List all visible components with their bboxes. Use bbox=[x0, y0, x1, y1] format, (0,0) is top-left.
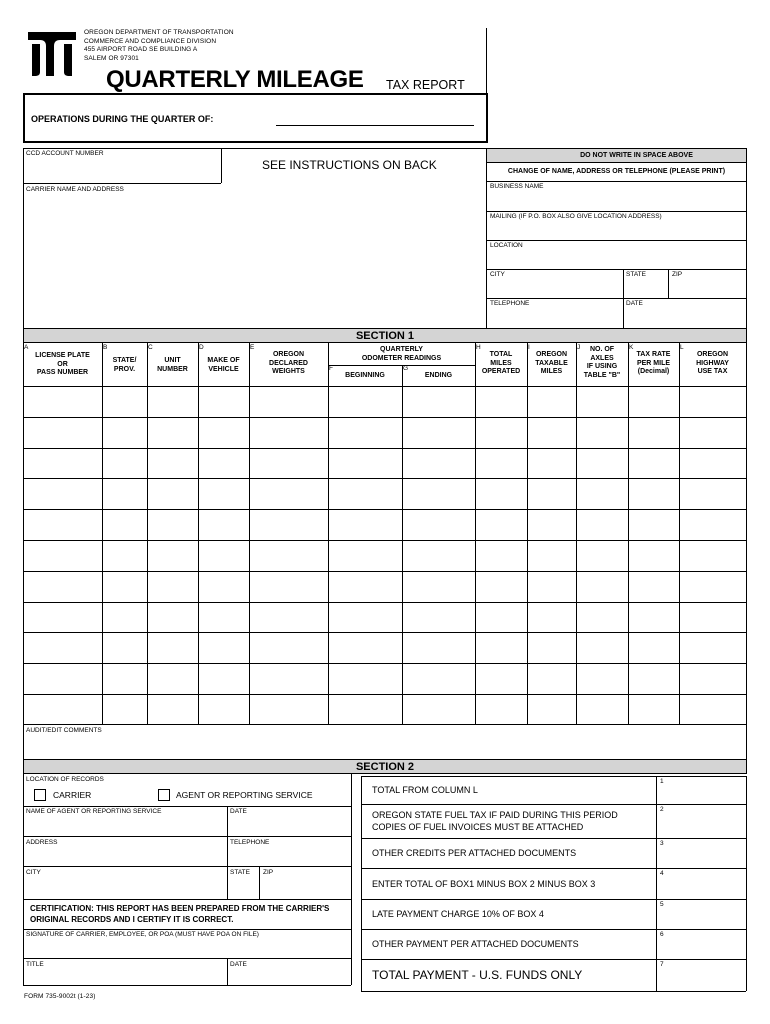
table-cell-input[interactable] bbox=[330, 419, 400, 446]
city2-input[interactable] bbox=[26, 880, 222, 894]
table-cell-input[interactable] bbox=[578, 480, 626, 507]
table-cell-input[interactable] bbox=[578, 604, 626, 630]
table-cell-input[interactable] bbox=[578, 634, 626, 661]
table-cell-input[interactable] bbox=[477, 480, 525, 507]
table-cell-input[interactable] bbox=[578, 696, 626, 723]
city-label: CITY bbox=[490, 271, 505, 278]
payment-line-4-input[interactable] bbox=[668, 872, 742, 897]
table-cell-input[interactable] bbox=[200, 419, 247, 446]
table-cell-input[interactable] bbox=[404, 634, 473, 661]
table-cell-input[interactable] bbox=[477, 634, 525, 661]
certification-text: CERTIFICATION: THIS REPORT HAS BEEN PREPARED FROM THE CARRIER'S ORIGINAL RECORDS AND I CERTIFY IT IS CORRECT. bbox=[30, 904, 330, 924]
table-cell-input[interactable] bbox=[477, 542, 525, 569]
table-cell-input[interactable] bbox=[251, 511, 326, 538]
audit-comments-label: AUDIT/EDIT COMMENTS bbox=[26, 727, 102, 734]
column-letter: J bbox=[577, 344, 581, 351]
table-cell-input[interactable] bbox=[681, 419, 744, 446]
table-cell-input[interactable] bbox=[330, 388, 400, 415]
telephone-input[interactable] bbox=[490, 311, 620, 327]
column-header-unit: UNIT NUMBER bbox=[157, 357, 188, 373]
telephone-label: TELEPHONE bbox=[490, 300, 530, 307]
table-cell-input[interactable] bbox=[251, 665, 326, 692]
table-cell-input[interactable] bbox=[330, 665, 400, 692]
table-cell-input[interactable] bbox=[330, 450, 400, 476]
table-cell-input[interactable] bbox=[578, 388, 626, 415]
column-letter: E bbox=[250, 344, 255, 351]
table-cell-input[interactable] bbox=[477, 511, 525, 538]
state2-input[interactable] bbox=[230, 880, 256, 894]
zip-label: ZIP bbox=[672, 271, 683, 278]
table-cell-input[interactable] bbox=[330, 480, 400, 507]
table-cell-input[interactable] bbox=[578, 419, 626, 446]
table-cell-input[interactable] bbox=[630, 665, 677, 692]
table-cell-input[interactable] bbox=[529, 480, 574, 507]
table-cell-input[interactable] bbox=[630, 480, 677, 507]
table-cell-input[interactable] bbox=[529, 450, 574, 476]
table-cell-input[interactable] bbox=[404, 542, 473, 569]
payment-line-1-number: 1 bbox=[660, 778, 664, 785]
table-cell-input[interactable] bbox=[149, 696, 196, 723]
table-cell-input[interactable] bbox=[25, 573, 100, 600]
table-cell-input[interactable] bbox=[578, 511, 626, 538]
payment-line-5-input[interactable] bbox=[668, 903, 742, 927]
column-header-state: STATE/ PROV. bbox=[112, 357, 137, 373]
address-input[interactable] bbox=[26, 850, 222, 864]
agency-line: SALEM OR 97301 bbox=[84, 54, 139, 62]
table-cell-input[interactable] bbox=[25, 480, 100, 507]
signature-label: SIGNATURE OF CARRIER, EMPLOYEE, OR POA (MUST HAVE POA ON FILE) bbox=[26, 931, 259, 938]
telephone2-label: TELEPHONE bbox=[230, 839, 270, 846]
table-cell-input[interactable] bbox=[104, 511, 145, 538]
column-header-ending: ENDING bbox=[424, 372, 453, 379]
agent-checkbox[interactable] bbox=[158, 789, 170, 801]
column-header-highway-tax: OREGON HIGHWAY USE TAX bbox=[696, 351, 729, 375]
column-letter: A bbox=[24, 344, 29, 351]
agency-address bbox=[84, 29, 234, 63]
table-cell-input[interactable] bbox=[681, 388, 744, 415]
table-cell-input[interactable] bbox=[251, 604, 326, 630]
table-cell-input[interactable] bbox=[404, 419, 473, 446]
table-cell-input[interactable] bbox=[200, 573, 247, 600]
location-label: LOCATION bbox=[490, 242, 523, 249]
form-number: FORM 735-9002t (1-23) bbox=[24, 993, 96, 1000]
payment-line-6-label: OTHER PAYMENT PER ATTACHED DOCUMENTS bbox=[372, 939, 579, 949]
table-cell-input[interactable] bbox=[578, 573, 626, 600]
table-cell-input[interactable] bbox=[578, 665, 626, 692]
table-cell-input[interactable] bbox=[104, 480, 145, 507]
table-cell-input[interactable] bbox=[529, 634, 574, 661]
table-cell-input[interactable] bbox=[200, 450, 247, 476]
table-cell-input[interactable] bbox=[25, 388, 100, 415]
payment-line-5-number: 5 bbox=[660, 901, 664, 908]
table-cell-input[interactable] bbox=[681, 542, 744, 569]
carrier-address-input[interactable] bbox=[26, 196, 482, 324]
payment-line-3-number: 3 bbox=[660, 840, 664, 847]
payment-line-1-input[interactable] bbox=[668, 780, 742, 802]
see-instructions-note: SEE INSTRUCTIONS ON BACK bbox=[262, 158, 437, 172]
state-label: STATE bbox=[626, 271, 646, 278]
table-cell-input[interactable] bbox=[104, 604, 145, 630]
table-cell-input[interactable] bbox=[251, 696, 326, 723]
agency-line: 455 AIRPORT ROAD SE BUILDING A bbox=[84, 46, 198, 54]
zip2-input[interactable] bbox=[263, 880, 347, 894]
business-name-input[interactable] bbox=[490, 194, 742, 210]
table-cell-input[interactable] bbox=[404, 696, 473, 723]
table-cell-input[interactable] bbox=[104, 573, 145, 600]
agent-option-label: AGENT OR REPORTING SERVICE bbox=[176, 790, 313, 800]
do-not-write-bar bbox=[487, 149, 746, 162]
table-cell-input[interactable] bbox=[630, 511, 677, 538]
table-cell-input[interactable] bbox=[330, 634, 400, 661]
table-cell-input[interactable] bbox=[149, 573, 196, 600]
section1-bar bbox=[23, 328, 747, 343]
table-cell-input[interactable] bbox=[149, 450, 196, 476]
table-cell-input[interactable] bbox=[25, 665, 100, 692]
table-cell-input[interactable] bbox=[477, 419, 525, 446]
column-letter: F bbox=[329, 365, 333, 372]
operations-label: OPERATIONS DURING THE QUARTER OF: bbox=[31, 114, 214, 124]
table-cell-input[interactable] bbox=[529, 542, 574, 569]
table-cell-input[interactable] bbox=[251, 419, 326, 446]
ccd-account-input[interactable] bbox=[26, 162, 216, 180]
column-letter: G bbox=[403, 365, 409, 372]
table-cell-input[interactable] bbox=[25, 511, 100, 538]
table-cell-input[interactable] bbox=[681, 634, 744, 661]
city2-label: CITY bbox=[26, 869, 41, 876]
table-cell-input[interactable] bbox=[200, 388, 247, 415]
table-cell-input[interactable] bbox=[200, 480, 247, 507]
table-cell-input[interactable] bbox=[330, 573, 400, 600]
odot-logo bbox=[26, 28, 78, 80]
table-cell-input[interactable] bbox=[630, 388, 677, 415]
table-cell-input[interactable] bbox=[404, 480, 473, 507]
table-cell-input[interactable] bbox=[149, 480, 196, 507]
payment-line-7-input[interactable] bbox=[668, 963, 742, 989]
payment-line-6-input[interactable] bbox=[668, 933, 742, 957]
column-header-tax-rate: TAX RATE PER MILE (Decimal) bbox=[636, 351, 671, 375]
table-cell-input[interactable] bbox=[149, 634, 196, 661]
ccd-account-label: CCD ACCOUNT NUMBER bbox=[26, 150, 104, 157]
column-header-license: LICENSE PLATE OR PASS NUMBER bbox=[35, 352, 90, 376]
table-cell-input[interactable] bbox=[630, 604, 677, 630]
table-cell-input[interactable] bbox=[630, 419, 677, 446]
table-cell-input[interactable] bbox=[25, 696, 100, 723]
payment-line-4-number: 4 bbox=[660, 870, 664, 877]
table-cell-input[interactable] bbox=[251, 450, 326, 476]
carrier-checkbox[interactable] bbox=[34, 789, 46, 801]
column-letter: L bbox=[680, 344, 684, 351]
column-letter: C bbox=[148, 344, 153, 351]
page-subtitle: TAX REPORT bbox=[386, 78, 465, 92]
table-cell-input[interactable] bbox=[149, 419, 196, 446]
state-input[interactable] bbox=[626, 282, 666, 298]
column-header-weights: OREGON DECLARED WEIGHTS bbox=[269, 351, 308, 375]
table-cell-input[interactable] bbox=[200, 665, 247, 692]
section2-title: SECTION 2 bbox=[355, 761, 415, 773]
column-header-odometer: QUARTERLY ODOMETER READINGS bbox=[361, 346, 442, 362]
table-cell-input[interactable] bbox=[200, 604, 247, 630]
title-label: TITLE bbox=[26, 961, 44, 968]
table-cell-input[interactable] bbox=[630, 542, 677, 569]
table-cell-input[interactable] bbox=[149, 511, 196, 538]
location-records-label: LOCATION OF RECORDS bbox=[26, 776, 104, 783]
payment-line-1-label: TOTAL FROM COLUMN L bbox=[372, 785, 478, 795]
table-cell-input[interactable] bbox=[681, 450, 744, 476]
table-cell-input[interactable] bbox=[104, 665, 145, 692]
table-cell-input[interactable] bbox=[477, 604, 525, 630]
table-cell-input[interactable] bbox=[200, 542, 247, 569]
city-input[interactable] bbox=[490, 282, 620, 298]
table-cell-input[interactable] bbox=[578, 450, 626, 476]
table-cell-input[interactable] bbox=[25, 542, 100, 569]
table-cell-input[interactable] bbox=[25, 604, 100, 630]
agent-date-input[interactable] bbox=[230, 820, 346, 834]
payment-line-2-input[interactable] bbox=[668, 808, 742, 836]
table-cell-input[interactable] bbox=[404, 573, 473, 600]
table-cell-input[interactable] bbox=[200, 696, 247, 723]
agent-name-input[interactable] bbox=[26, 820, 222, 834]
table-cell-input[interactable] bbox=[404, 604, 473, 630]
table-cell-input[interactable] bbox=[25, 419, 100, 446]
table-cell-input[interactable] bbox=[149, 388, 196, 415]
column-header-taxable-miles: OREGON TAXABLE MILES bbox=[535, 351, 568, 375]
table-cell-input[interactable] bbox=[104, 450, 145, 476]
table-cell-input[interactable] bbox=[404, 388, 473, 415]
table-cell-input[interactable] bbox=[630, 573, 677, 600]
table-cell-input[interactable] bbox=[330, 542, 400, 569]
mailing-input[interactable] bbox=[490, 224, 742, 240]
table-cell-input[interactable] bbox=[630, 634, 677, 661]
table-cell-input[interactable] bbox=[529, 511, 574, 538]
payment-line-5-label: LATE PAYMENT CHARGE 10% OF BOX 4 bbox=[372, 909, 544, 919]
table-cell-input[interactable] bbox=[251, 634, 326, 661]
table-cell-input[interactable] bbox=[404, 511, 473, 538]
table-cell-input[interactable] bbox=[104, 634, 145, 661]
table-cell-input[interactable] bbox=[681, 696, 744, 723]
section1-title: SECTION 1 bbox=[355, 330, 415, 342]
column-letter: H bbox=[476, 344, 481, 351]
column-header-make: MAKE OF VEHICLE bbox=[207, 357, 240, 373]
table-cell-input[interactable] bbox=[149, 604, 196, 630]
carrier-name-label: CARRIER NAME AND ADDRESS bbox=[26, 186, 124, 193]
table-cell-input[interactable] bbox=[330, 604, 400, 630]
table-cell-input[interactable] bbox=[404, 665, 473, 692]
table-cell-input[interactable] bbox=[330, 696, 400, 723]
table-cell-input[interactable] bbox=[251, 480, 326, 507]
title-input[interactable] bbox=[26, 972, 222, 984]
do-not-write-text: DO NOT WRITE IN SPACE ABOVE bbox=[580, 152, 693, 159]
table-cell-input[interactable] bbox=[149, 665, 196, 692]
table-cell-input[interactable] bbox=[104, 419, 145, 446]
table-cell-input[interactable] bbox=[578, 542, 626, 569]
column-letter: B bbox=[103, 344, 108, 351]
table-cell-input[interactable] bbox=[529, 388, 574, 415]
column-letter: I bbox=[528, 344, 530, 351]
table-cell-input[interactable] bbox=[477, 388, 525, 415]
audit-comments-input[interactable] bbox=[26, 738, 742, 756]
payment-line-3-input[interactable] bbox=[668, 842, 742, 866]
table-cell-input[interactable] bbox=[200, 634, 247, 661]
table-cell-input[interactable] bbox=[149, 542, 196, 569]
table-cell-input[interactable] bbox=[25, 450, 100, 476]
table-cell-input[interactable] bbox=[330, 511, 400, 538]
column-header-axles: NO. OF AXLES IF USING TABLE "B" bbox=[583, 346, 621, 379]
table-cell-input[interactable] bbox=[529, 665, 574, 692]
column-header-beginning: BEGINNING bbox=[345, 372, 385, 379]
date-input[interactable] bbox=[626, 311, 742, 327]
payment-line-2-number: 2 bbox=[660, 806, 664, 813]
payment-line-6-number: 6 bbox=[660, 931, 664, 938]
column-letter: K bbox=[629, 344, 634, 351]
table-cell-input[interactable] bbox=[529, 604, 574, 630]
page-title: QUARTERLY MILEAGE bbox=[106, 66, 364, 93]
zip-input[interactable] bbox=[672, 282, 742, 298]
table-cell-input[interactable] bbox=[104, 388, 145, 415]
table-cell-input[interactable] bbox=[404, 450, 473, 476]
table-cell-input[interactable] bbox=[681, 665, 744, 692]
table-cell-input[interactable] bbox=[477, 696, 525, 723]
table-cell-input[interactable] bbox=[104, 696, 145, 723]
table-cell-input[interactable] bbox=[681, 604, 744, 630]
agency-line: COMMERCE AND COMPLIANCE DIVISION bbox=[84, 37, 217, 45]
table-cell-input[interactable] bbox=[477, 450, 525, 476]
carrier-option-label: CARRIER bbox=[53, 790, 92, 800]
address-label: ADDRESS bbox=[26, 839, 58, 846]
payment-line-4-label: ENTER TOTAL OF BOX1 MINUS BOX 2 MINUS BOX 3 bbox=[372, 878, 596, 889]
table-cell-input[interactable] bbox=[477, 665, 525, 692]
agent-date-label: DATE bbox=[230, 808, 247, 815]
table-cell-input[interactable] bbox=[529, 419, 574, 446]
table-cell-input[interactable] bbox=[681, 480, 744, 507]
zip2-label: ZIP bbox=[263, 869, 274, 876]
payment-line-7-number: 7 bbox=[660, 961, 664, 968]
date2-label: DATE bbox=[230, 961, 247, 968]
table-cell-input[interactable] bbox=[251, 542, 326, 569]
table-cell-input[interactable] bbox=[251, 573, 326, 600]
table-cell-input[interactable] bbox=[630, 696, 677, 723]
table-cell-input[interactable] bbox=[681, 511, 744, 538]
table-cell-input[interactable] bbox=[251, 388, 326, 415]
table-cell-input[interactable] bbox=[681, 573, 744, 600]
telephone2-input[interactable] bbox=[230, 850, 346, 864]
agency-line: OREGON DEPARTMENT OF TRANSPORTATION bbox=[84, 29, 234, 36]
table-cell-input[interactable] bbox=[477, 573, 525, 600]
table-cell-input[interactable] bbox=[25, 634, 100, 661]
payment-line-3-label: OTHER CREDITS PER ATTACHED DOCUMENTS bbox=[372, 848, 577, 858]
table-cell-input[interactable] bbox=[529, 573, 574, 600]
date-label: DATE bbox=[626, 300, 643, 307]
mailing-label: MAILING (IF P.O. BOX ALSO GIVE LOCATION ADDRESS) bbox=[490, 213, 662, 220]
table-cell-input[interactable] bbox=[104, 542, 145, 569]
state2-label: STATE bbox=[230, 869, 250, 876]
column-header-total-miles: TOTAL MILES OPERATED bbox=[481, 351, 521, 375]
column-letter: D bbox=[199, 344, 204, 351]
table-cell-input[interactable] bbox=[529, 696, 574, 723]
quarter-input[interactable] bbox=[276, 112, 474, 125]
change-title: CHANGE OF NAME, ADDRESS OR TELEPHONE (PLEASE PRINT) bbox=[507, 168, 726, 175]
signature-input[interactable] bbox=[26, 942, 346, 956]
table-cell-input[interactable] bbox=[630, 450, 677, 476]
table-cell-input[interactable] bbox=[200, 511, 247, 538]
date2-input[interactable] bbox=[230, 972, 346, 984]
section2-bar bbox=[23, 759, 747, 774]
location-input[interactable] bbox=[490, 253, 742, 269]
payment-line-2-label: OREGON STATE FUEL TAX IF PAID DURING THIS PERIOD COPIES OF FUEL INVOICES MUST BE ATTACHED bbox=[372, 810, 618, 832]
agent-name-label: NAME OF AGENT OR REPORTING SERVICE bbox=[26, 808, 162, 815]
business-name-label: BUSINESS NAME bbox=[490, 183, 544, 190]
payment-line-7-label: TOTAL PAYMENT - U.S. FUNDS ONLY bbox=[372, 967, 583, 982]
